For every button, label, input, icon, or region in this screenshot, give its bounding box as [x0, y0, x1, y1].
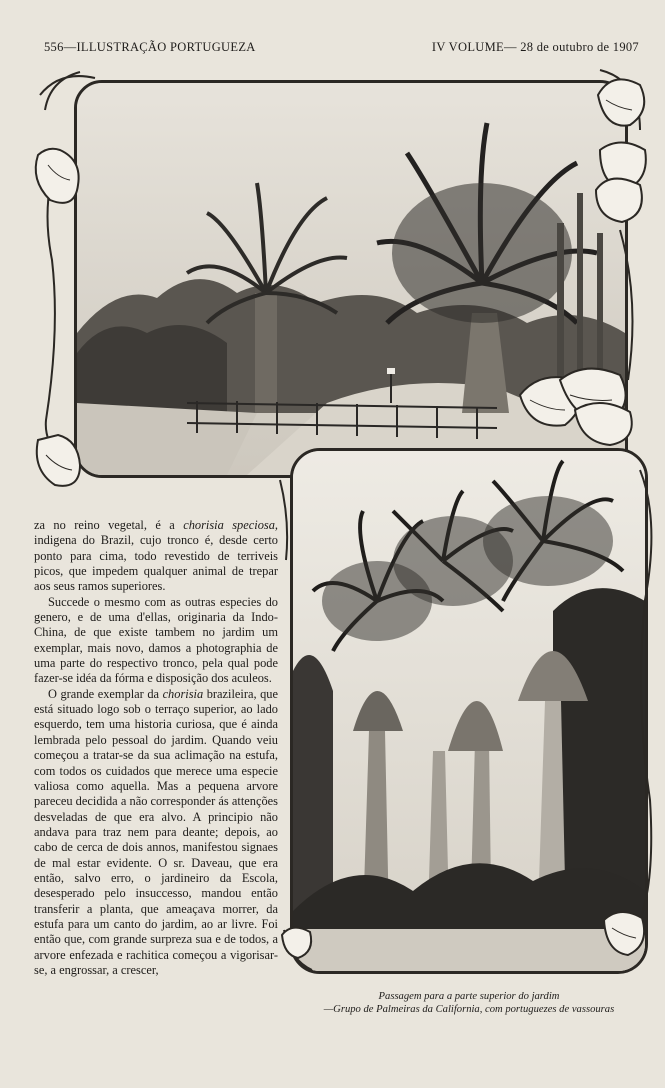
photo-captions	[296, 991, 642, 1016]
page-header	[44, 40, 639, 58]
paragraph-text: indigena do Brazil, cujo tronco é, desde certo ponto para cima, todo revestido de terriveis picos, que impedem qualquer animal de trepar aos seus ramos superiores.	[34, 533, 278, 594]
header-right	[432, 40, 639, 55]
publication-title: ILLUSTRAÇÃO PORTUGUEZA	[76, 40, 256, 54]
header-dash-right: —	[503, 40, 517, 54]
paragraph-text: O grande exemplar da	[48, 686, 163, 701]
caption-bottom-photo: —Grupo de Palmeiras da California, com portuguezes de vassouras	[323, 1003, 615, 1015]
header-dash-left: —	[63, 40, 77, 54]
header-left	[44, 40, 256, 55]
page-number: 556	[44, 40, 64, 54]
article-body	[34, 518, 278, 978]
species-name: chorisia	[162, 686, 204, 701]
volume-label: IV VOLUME	[431, 40, 504, 54]
garden-path-palms-photo	[77, 83, 625, 475]
issue-date: 28 de outubro de 1907	[520, 40, 639, 54]
species-name: chorisia speciosa,	[183, 518, 278, 532]
paragraph-text: brazileira, que está situado logo sob o terraço superior, ao lado esquerdo, tem uma historia curiosa, que é ainda lembrada pelo pessoal do jardim. Quando veiu começou a tratar-se da sua aclimação na estufa, com todos os cuidados que merece uma especie valiosa como aquella. Mas a pequena arvore pareceu decidida a não corresponder ás attenções desveladas de que era alvo. A principio não andava para traz nem para deante; depois, ao cabo de cerca de dois annos, manifestou signaes de mal estar evidente. O sr. Daveau, que era então, salvo erro, o jardineiro da Escola, desesperado pelo insuccesso, mandou então transferir a planta, que ameaçava morrer, da estufa para um canto do jardim, ao ar livre. Foi então que, com grande surpreza sua e de todos, a arvore enfezada e rachitica começou a vigorisar-se, a engrossar, a crescer,	[34, 686, 278, 977]
top-photo-frame	[74, 80, 628, 478]
article-paragraph	[34, 518, 278, 595]
california-palms-group-photo	[293, 451, 645, 971]
paragraph-text: za no reino vegetal, é a	[34, 518, 184, 532]
article-paragraph	[34, 687, 278, 979]
article-paragraph: Succede o mesmo com as outras especies do genero, e de uma d'ellas, originaria da Indo-China, de que existe tambem no jardim um exemplar, mais novo, damos a photographia de uma parte do respectivo tronco, pela qual pode fazer-se idéa da fórma e disposição dos aculeos.	[34, 594, 278, 686]
bottom-photo-frame	[290, 448, 648, 974]
caption-top-photo: Passagem para a parte superior do jardim	[378, 991, 560, 1002]
